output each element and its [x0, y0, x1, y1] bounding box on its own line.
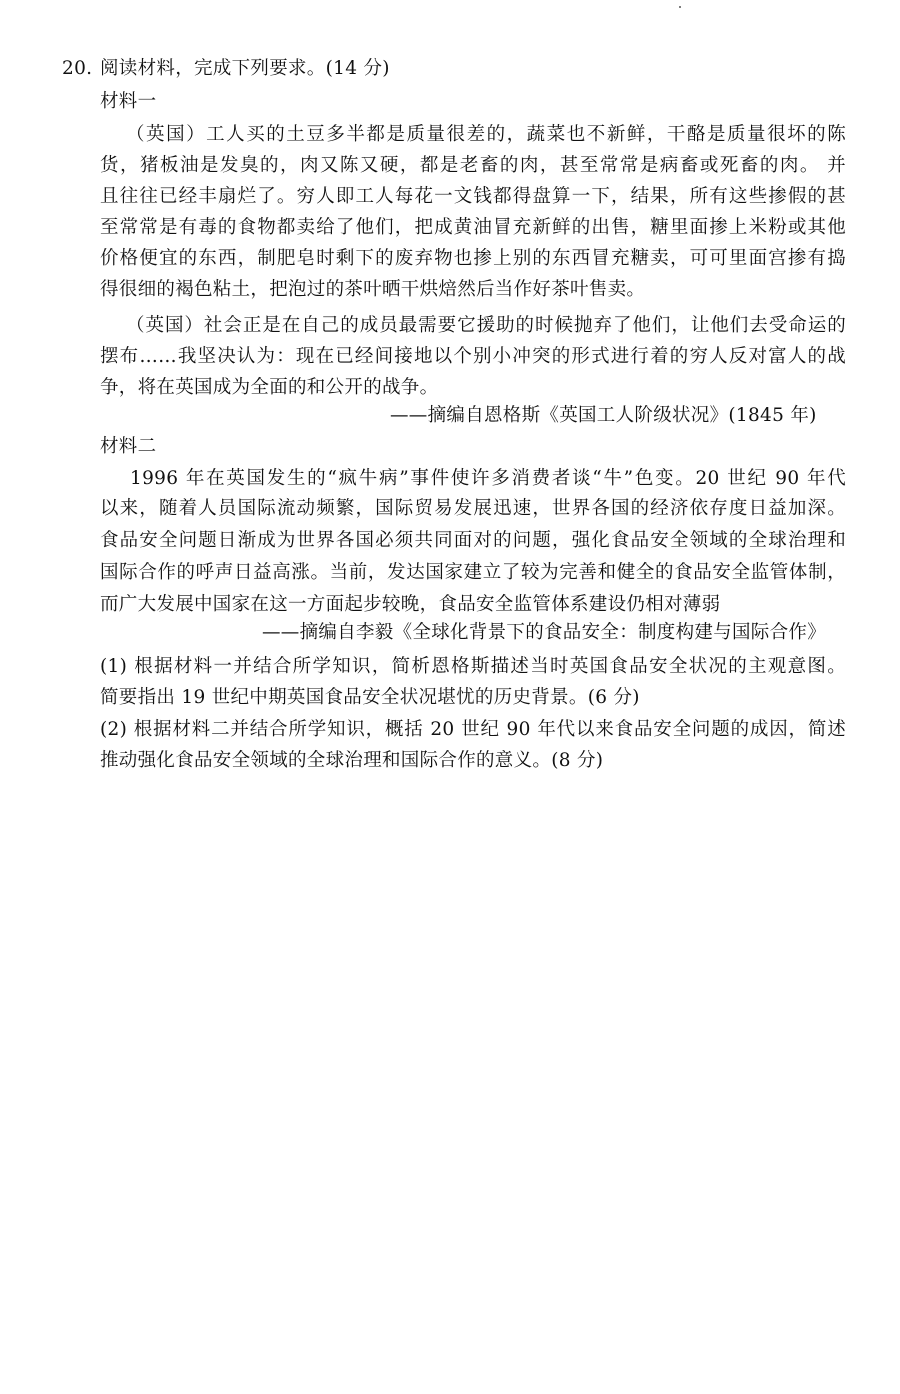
sub-question-1-line: 简要指出 19 世纪中期英国食品安全状况堪忧的历史背景。(6 分) — [100, 687, 640, 708]
question-prompt: 阅读材料，完成下列要求。(14 分) — [100, 58, 390, 79]
scan-speck — [679, 6, 681, 8]
material1-para1-line: 货，猪板油是发臭的，肉又陈又硬，都是老畜的肉，甚至常常是病畜或死畜的肉。 并 — [100, 155, 846, 176]
material2-line: 而广大发展中国家在这一方面起步较晚，食品安全监管体系建设仍相对薄弱 — [100, 594, 721, 615]
material1-para1-line: 且往往已经丰扇烂了。穷人即工人每花一文钱都得盘算一下，结果，所有这些掺假的甚 — [100, 186, 846, 207]
material1-source: ——摘编自恩格斯《英国工人阶级状况》(1845 年) — [390, 405, 817, 426]
material2-source: ——摘编自李毅《全球化背景下的食品安全：制度构建与国际合作》 — [262, 622, 827, 643]
sub-question-2-line: (2) 根据材料二并结合所学知识，概括 20 世纪 90 年代以来食品安全问题的成因，简述 — [100, 719, 846, 740]
material1-para2-line: （英国）社会正是在自己的成员最需要它援助的时候抛弃了他们，让他们去受命运的 — [126, 315, 846, 336]
material1-para1-line: （英国）工人买的土豆多半都是质量很差的，蔬菜也不新鲜，干酪是质量很坏的陈 — [126, 124, 846, 145]
material1-para2-line: 摆布……我坚决认为：现在已经间接地以个别小冲突的形式进行着的穷人反对富人的战 — [100, 346, 846, 367]
material2-line: 食品安全问题日渐成为世界各国必须共同面对的问题，强化食品安全领域的全球治理和 — [100, 530, 846, 551]
question-number: 20. — [62, 58, 93, 79]
material1-para1-line: 得很细的褐色粘土，把泡过的茶叶晒干烘焙然后当作好茶叶售卖。 — [100, 279, 646, 300]
material1-para1-line: 价格便宜的东西，制肥皂时剩下的废弃物也掺上别的东西冒充糖卖，可可里面宫掺有捣 — [100, 248, 846, 269]
sub-question-1-line: (1) 根据材料一并结合所学知识，简析恩格斯描述当时英国食品安全状况的主观意图。 — [100, 656, 846, 677]
material1-para1-line: 至常常是有毒的食物都卖给了他们，把成黄油冒充新鲜的出售，糖里面掺上米粉或其他 — [100, 217, 846, 238]
material2-line: 国际合作的呼声日益高涨。当前，发达国家建立了较为完善和健全的食品安全监管体制， — [100, 562, 846, 583]
material2-line: 以来，随着人员国际流动频繁，国际贸易发展迅速，世界各国的经济依存度日益加深。 — [100, 498, 846, 519]
material1-label: 材料一 — [100, 91, 157, 112]
material2-line: 1996 年在英国发生的“疯牛病”事件使许多消费者谈“牛”色变。20 世纪 90 年代 — [130, 468, 846, 489]
material2-label: 材料二 — [100, 436, 157, 457]
material1-para2-line: 争，将在英国成为全面的和公开的战争。 — [100, 377, 439, 398]
sub-question-2-line: 推动强化食品安全领域的全球治理和国际合作的意义。(8 分) — [100, 750, 604, 771]
